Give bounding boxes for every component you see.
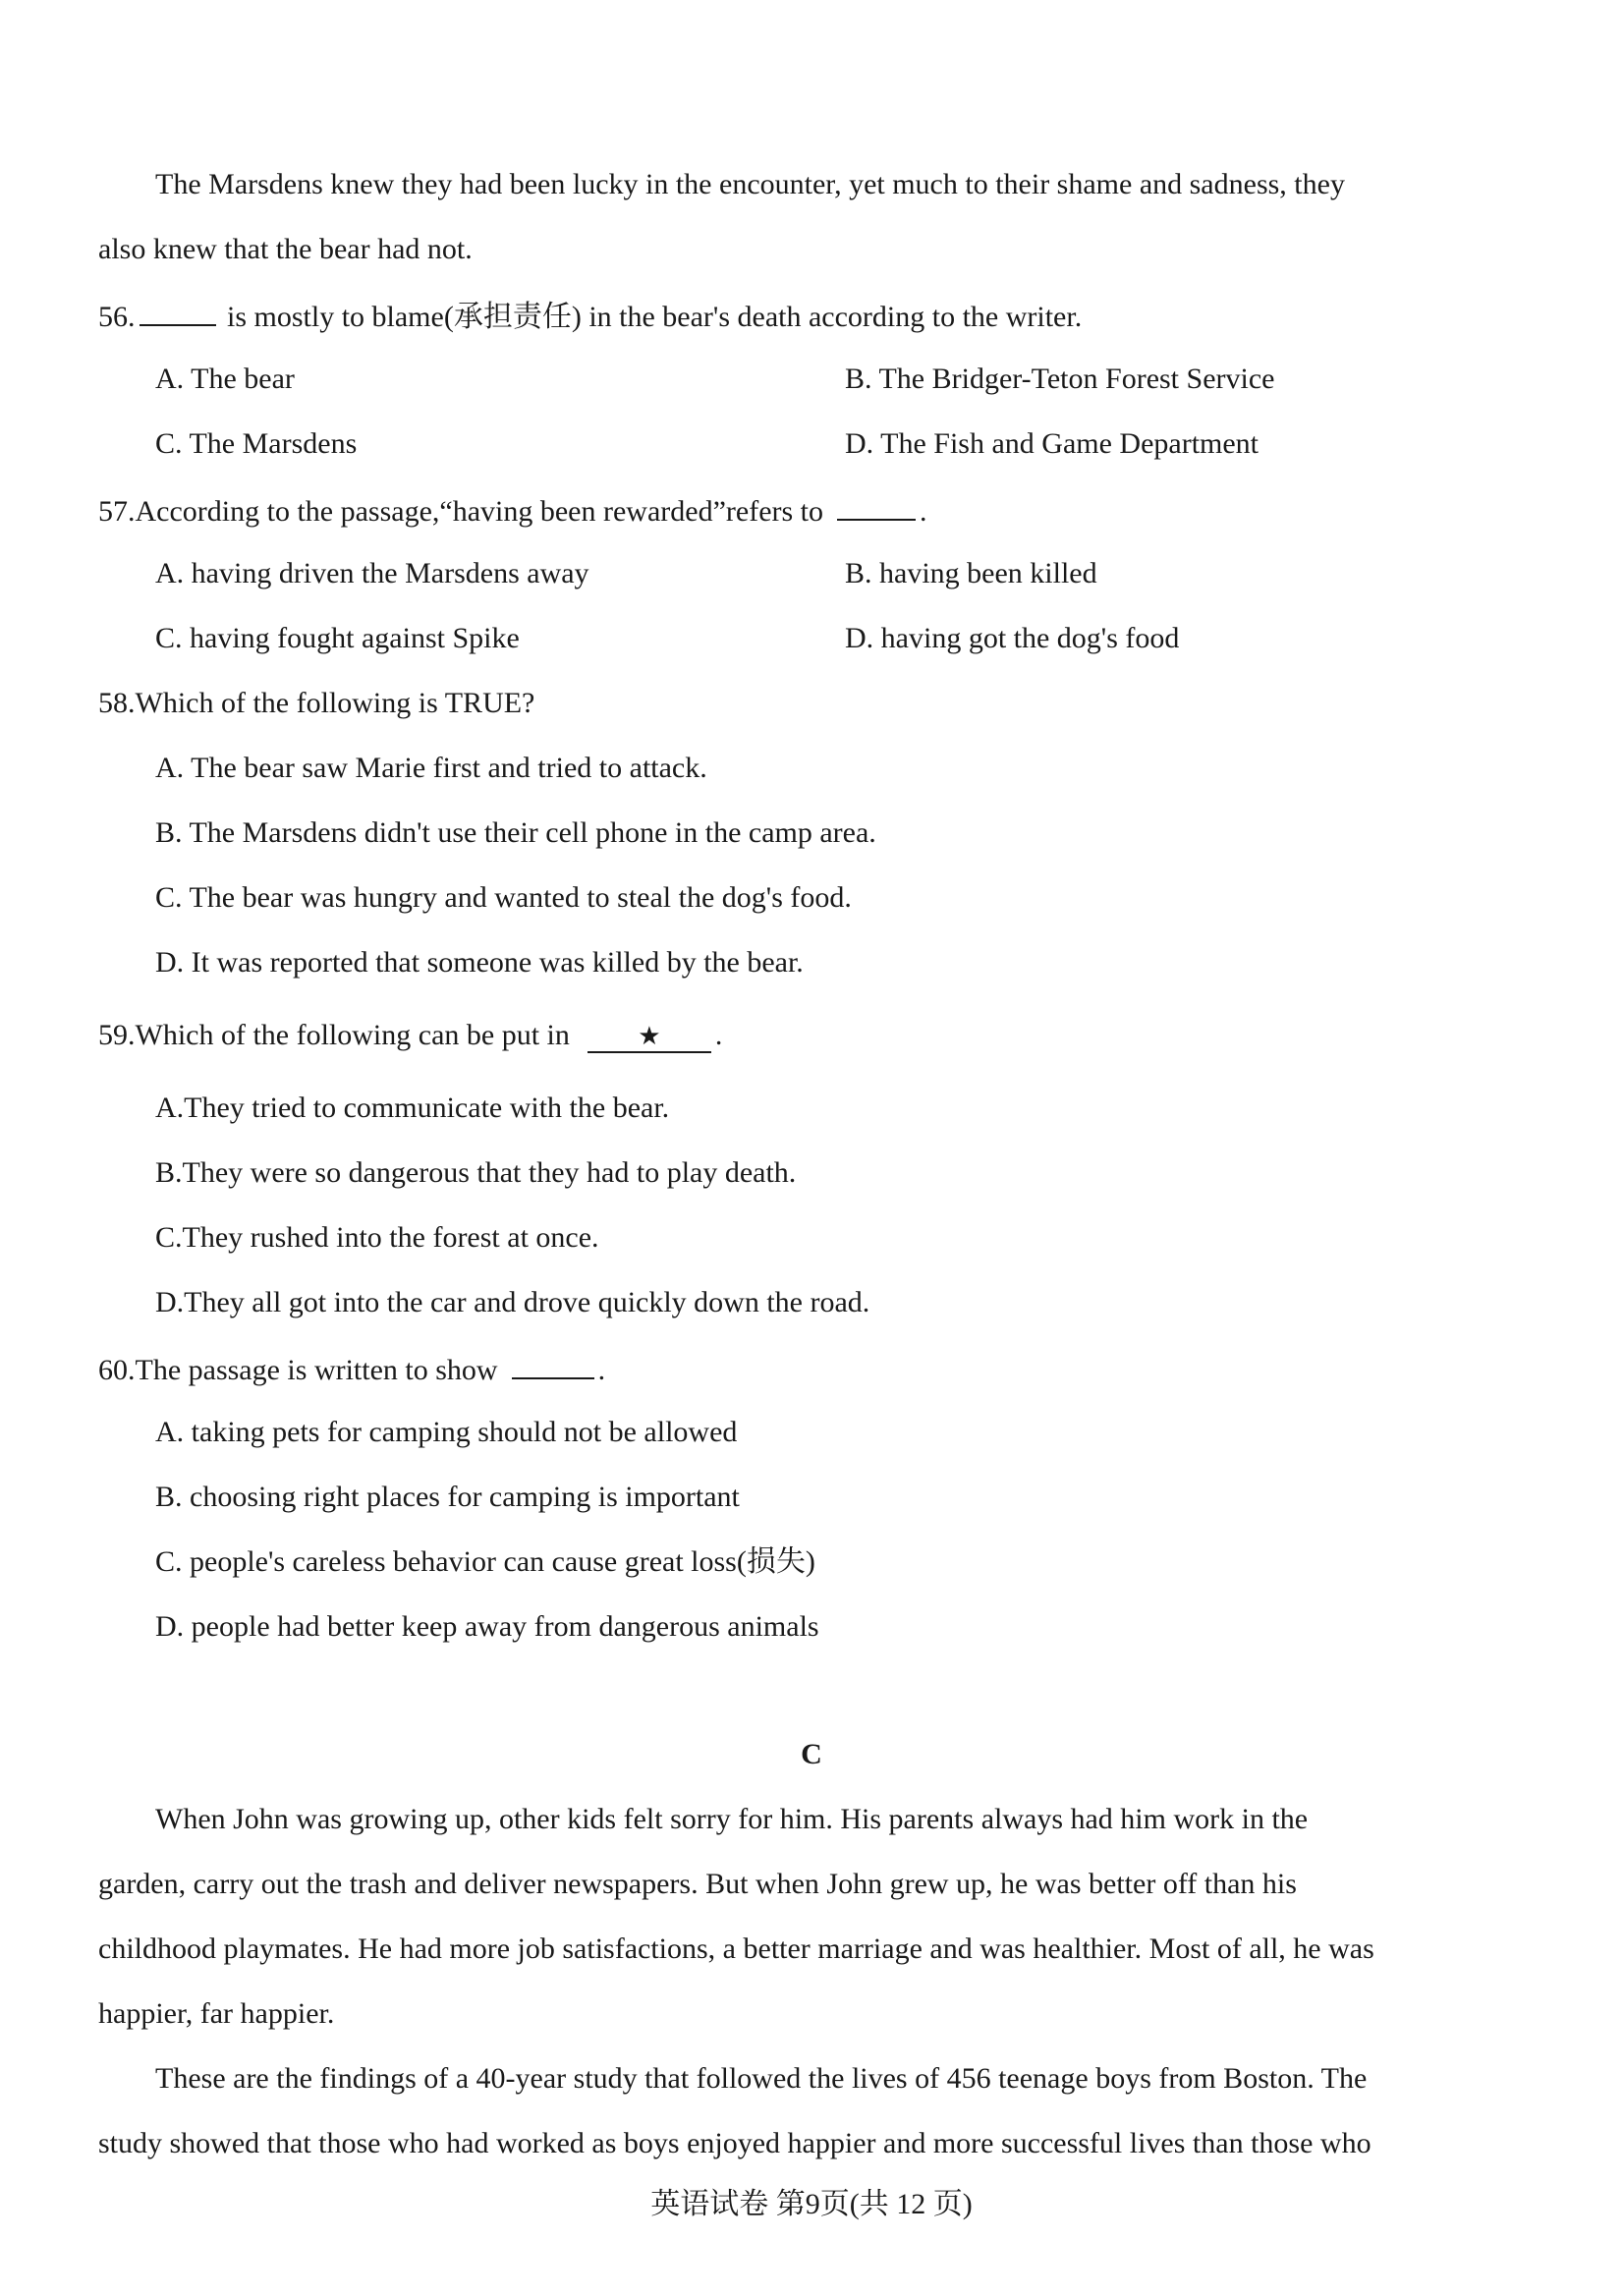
paragraph-line: childhood playmates. He had more job satisfactions, a better marriage and was healthier. Most of all, he was: [98, 1932, 1374, 1965]
intro-line-2: also knew that the bear had not.: [98, 233, 473, 265]
question-56: 56. is mostly to blame(承担责任) in the bear's death according to the writer.: [98, 295, 1082, 337]
option-56-a: A. The bear: [155, 363, 295, 395]
intro-line-1: The Marsdens knew they had been lucky in the encounter, yet much to their shame and sadness, they: [155, 168, 1345, 200]
option-57-d: D. having got the dog's food: [845, 622, 1180, 654]
option-60-c: C. people's careless behavior can cause great loss(损失): [155, 1545, 815, 1578]
answer-blank: [837, 489, 916, 521]
option-58-d: D. It was reported that someone was killed by the bear.: [155, 946, 804, 979]
paragraph-line: These are the findings of a 40-year study that followed the lives of 456 teenage boys from Boston. The: [155, 2062, 1368, 2095]
paragraph-line: When John was growing up, other kids felt sorry for him. His parents always had him work in the: [155, 1803, 1309, 1835]
option-60-b: B. choosing right places for camping is important: [155, 1481, 740, 1513]
question-59: 59.Which of the following can be put in ★ .: [98, 1019, 723, 1051]
answer-blank: [140, 295, 216, 326]
paragraph-line: study showed that those who had worked as boys enjoyed happier and more successful lives than those who: [98, 2127, 1371, 2159]
option-59-b: B.They were so dangerous that they had to play death.: [155, 1156, 797, 1189]
paragraph-line: happier, far happier.: [98, 1997, 335, 2030]
option-57-a: A. having driven the Marsdens away: [155, 557, 589, 589]
question-57: 57.According to the passage,“having been rewarded”refers to .: [98, 489, 927, 532]
answer-blank: [512, 1348, 594, 1379]
option-59-d: D.They all got into the car and drove quickly down the road.: [155, 1286, 870, 1318]
question-60: 60.The passage is written to show .: [98, 1348, 605, 1390]
option-60-a: A. taking pets for camping should not be allowed: [155, 1416, 738, 1448]
option-56-c: C. The Marsdens: [155, 427, 358, 460]
option-60-d: D. people had better keep away from dangerous animals: [155, 1610, 819, 1643]
option-56-d: D. The Fish and Game Department: [845, 427, 1259, 460]
question-58: 58.Which of the following is TRUE?: [98, 687, 535, 719]
option-58-c: C. The bear was hungry and wanted to steal the dog's food.: [155, 881, 852, 914]
paragraph-line: garden, carry out the trash and deliver newspapers. But when John grew up, he was better off than his: [98, 1868, 1297, 1900]
page-footer: 英语试卷 第9页(共 12 页): [650, 2188, 973, 2220]
option-56-b: B. The Bridger-Teton Forest Service: [845, 363, 1275, 395]
option-57-c: C. having fought against Spike: [155, 622, 520, 654]
option-57-b: B. having been killed: [845, 557, 1097, 589]
option-58-b: B. The Marsdens didn't use their cell phone in the camp area.: [155, 816, 876, 849]
option-58-a: A. The bear saw Marie first and tried to attack.: [155, 752, 707, 784]
section-heading: C: [801, 1738, 822, 1770]
star-blank: ★: [588, 1022, 711, 1053]
option-59-c: C.They rushed into the forest at once.: [155, 1221, 599, 1254]
option-59-a: A.They tried to communicate with the bear.: [155, 1092, 670, 1124]
